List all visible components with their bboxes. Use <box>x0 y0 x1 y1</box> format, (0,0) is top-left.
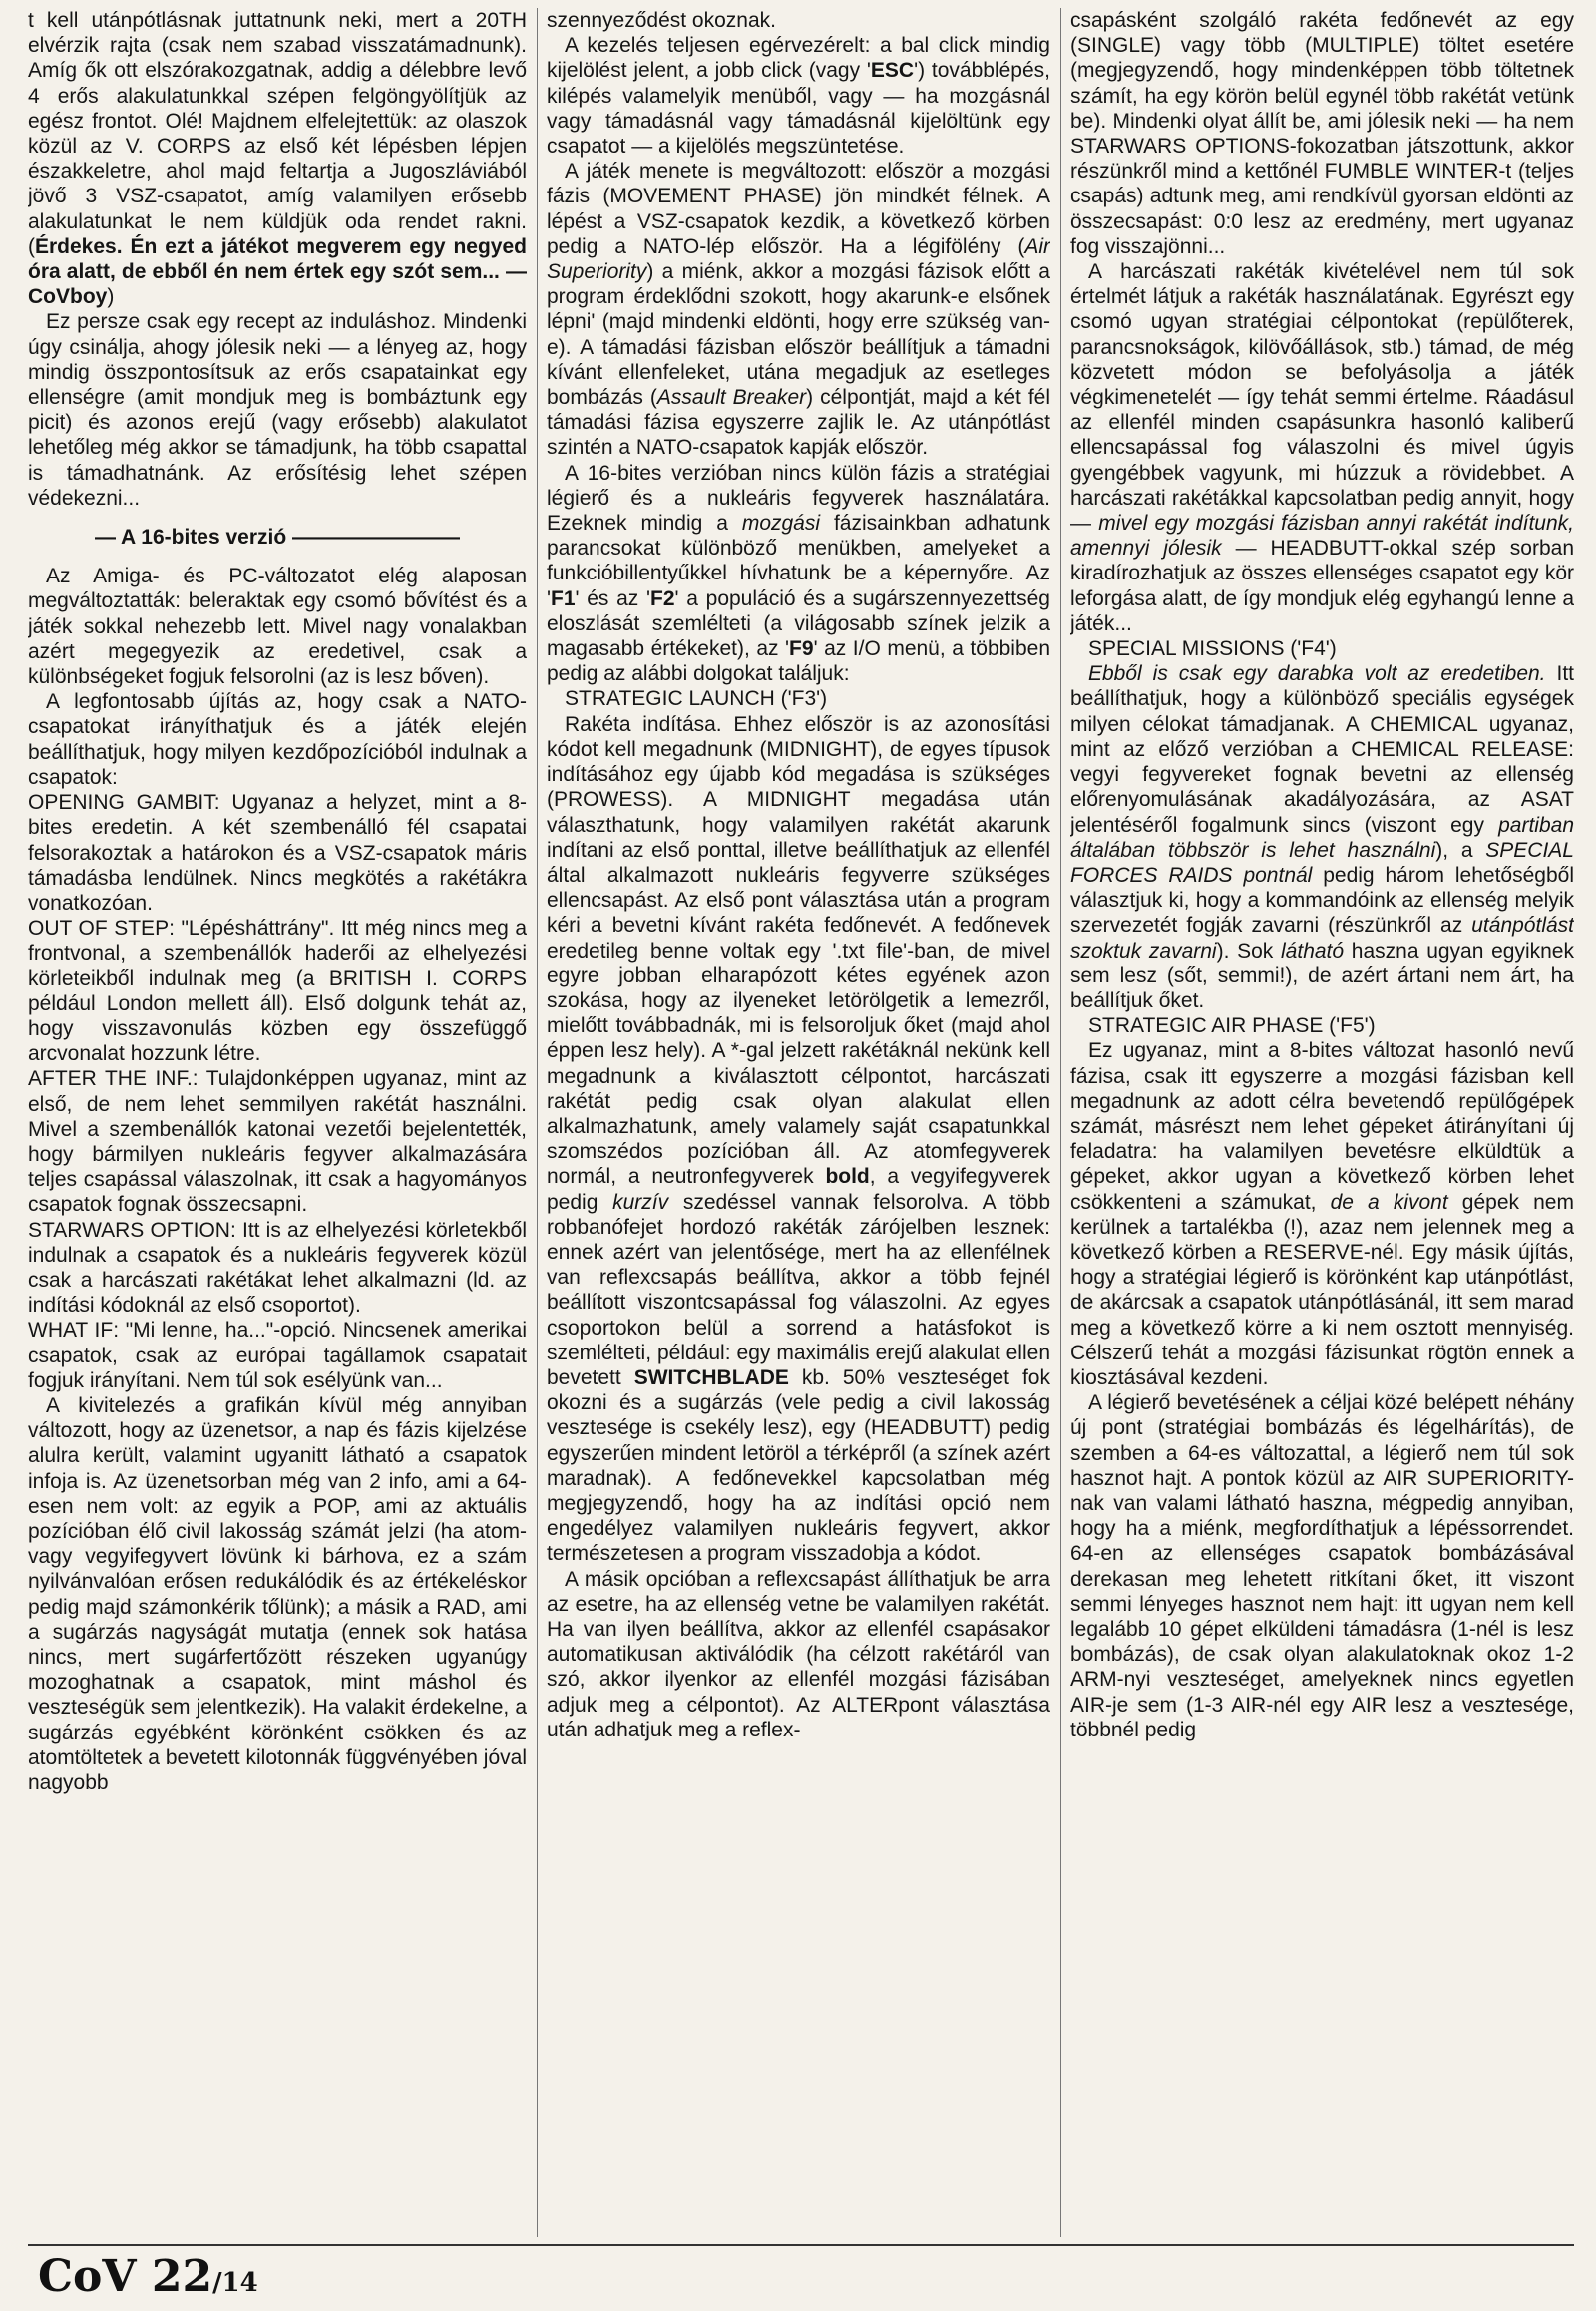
paragraph: A kivitelezés a grafikán kívül még annyiban változott, hogy az üzenetsor, a nap és fázis kijelzése alulra került, valamint ugyanitt látható a csapatok infoja is. Az üzenetsorban még van 2 info, ami a 64-esen nem volt: az egyik a POP, ami az aktuális pozícióban élő civil lakosság számát jelzi (ha atom- vagy vegyifegyvert lövünk ki bárhova, ez a szám nyilvánvalóan erősen redukálódik és az értékeléskor pedig majd számonkérik tőlünk); a másik a RAD, ami a sugárzás nagyságát mutatja (ennek sok hatása nincs, mert sugárfertőzött részeken ugyanúgy mozoghatnak a csapatok, mint máshol és veszteségük sem jelentkezik). Ha valakit érdekelne, a sugárzás egyébként körönként csökken és az atomtöltetek a bevetett kilotonnák függvényében jóval nagyobb <box>28 1393 527 1795</box>
paragraph: A legfontosabb újítás az, hogy csak a NATO-csapatokat irányíthatjuk és a játék elején beállíthatjuk, hogy milyen kezdőpozícióból indulnak a csapatok: <box>28 690 527 789</box>
paragraph: OUT OF STEP: "Lépésháttrány". Itt még nincs meg a frontvonal, a szembenállók haderői az elhelyezési körleteikből indulnak meg (a BRITISH I. CORPS például London mellett áll). Első dolgunk tehát az, hogy visszavonulás közben egy összefüggő arcvonalat hozzunk létre. <box>28 917 527 1066</box>
page-number: /14 <box>212 2268 258 2298</box>
paragraph: Ez ugyanaz, mint a 8-bites változat hasonló nevű fázisa, csak itt egyszerre a mozgási fázisban kell megadnunk az adott célra bevetendő repülőgépek számát, másrészt nem lehet gépeket átirányítani új feladatra: ha valamilyen bevetésre elküldtük a gépeket, akkor ugyan a következő körben lehet csökkenteni a számukat, de a kivont gépek nem kerülnek a tartalékba (!), azaz nem jelennek meg a következő körben a RESERVE-nél. Egy másik újítás, hogy a stratégiai légierő is körönként kap utánpótlást, de akárcsak a csapatok utánpótlásánál, itt sem marad meg a következő körre a ki nem osztott mennyiség. Célszerű tehát a mozgási fázisunkat rögtön ennek a kiosztásával kezdeni. <box>1070 1039 1574 1389</box>
paragraph: szennyeződést okoznak. <box>547 9 776 32</box>
subheading: SPECIAL MISSIONS ('F4') <box>1088 637 1337 661</box>
paragraph: A másik opcióban a reflexcsapást állíthatjuk be arra az esetre, ha az ellenség vetne be valamilyen rakétát. Ha van ilyen beállítva, akkor az ellenfél csapásakor automatikusan aktiválódik (ha célzott rakétáról van szó, akkor ilyenkor az ellenfél mozgási fázisában adjuk meg a célpontot). Az ALTERpont választása után adhatjuk meg a reflex- <box>547 1567 1050 1741</box>
subheading: STRATEGIC LAUNCH ('F3') <box>565 687 828 711</box>
paragraph: Ez persze csak egy recept az induláshoz. Mindenki úgy csinálja, ahogy jólesik neki — a lényeg az, hogy mindig összpontosítsuk az erős csapatainkat egy ellenségre (amit mondjuk meg is bombáztunk egy picit) és azonos erejű (vagy erősebb) alakulatot lehetőleg még akkor se támadjunk, ha több csapattal is támadhatnánk. Az erősítésig lehet szépen védekezni... <box>28 310 527 510</box>
paragraph: STARWARS OPTION: Itt is az elhelyezési körletekből indulnak a csapatok és a nukleáris fegyverek közül csak a harcászati rakétákat lehet alkalmazni (ld. az indítási kódoknál az első csoportot). <box>28 1218 527 1318</box>
paragraph: Az Amiga- és PC-változatot elég alaposan megváltoztatták: beleraktak egy csomó bővítést és a játék sokkal nehezebb lett. Mivel nagy vonalakban azért megegyezik az eredetivel, csak a különbségeket fogjuk felsorolni (az is lesz bőven). <box>28 565 527 689</box>
paragraph: A légierő bevetésének a céljai közé belépett néhány új pont (stratégiai bombázás és légelhárítás), de szemben a 64-es változattal, a légierő nem túl sok hasznot hajt. A pontok közül az AIR SUPERIORITY-nak van valami látható haszna, mégpedig annyiban, hogy ha a miénk, megfordíthatjuk a lépéssorrendet. 64-en az ellenséges csapatok bombázásával derekasan meg lehetett ritkítani őket, itt viszont semmi lényeges hasznot nem hajt: itt ugyan nem kell legalább 10 gépet elküldeni támadásra (1-nél is lesz bombázás), de csak olyan alakulatoknak okoz 1-2 ARM-nyi veszteséget, amelyeknek nincs egyetlen AIR-je sem (1-3 AIR-nél egy AIR lesz a vesztesége, többnél pedig <box>1070 1391 1574 1741</box>
paragraph: A kezelés teljesen egérvezérelt: a bal click mindig kijelölést jelent, a jobb click (vagy 'ESC') továbblépés, kilépés valamelyik menüből, vagy — ha mozgásnál vagy támadásnál vagy támadásnál kijelöltünk egy csapatot — a kijelölés megszüntetése. <box>547 34 1050 159</box>
column-rule-right <box>1060 8 1061 2237</box>
paragraph: WHAT IF: "Mi lenne, ha..."-opció. Nincsenek amerikai csapatok, csak az európai tagállamok csapatait fogjuk irányítani. Nem túl sok esélyünk van... <box>28 1319 527 1392</box>
paragraph: t kell utánpótlásnak juttatnunk neki, mert a 20TH elvérzik rajta (csak nem szabad visszatámadnunk). Amíg ők ott elszórakozgatnak, addig a délebbre levő 4 erős alakulatunkkal szépen felgöngyölítjük az egész frontot. Olé! Majdnem elfelejtettük: az olaszok közül az V. CORPS az első két lépésben lépjen északkeletre, ahol majd feltartja a Jugoszláviából jövő 3 VSZ-csapatot, amíg valamilyen erősebb alakulatunkat le nem küldjük oda rendet rakni. (Érdekes. Én ezt a játékot megverem egy negyed óra alatt, de ebből én nem értek egy szót sem... — CoVboy) <box>28 9 527 309</box>
paragraph: csapásként szolgáló rakéta fedőnevét az egy (SINGLE) vagy több (MULTIPLE) töltet esetére (megjegyzendő, hogy mindenképpen több töltetnek számít, ha egy körön belül egynél több rakétát vetünk be). Mindenki olyat állít be, ami jólesik neki — ha nem STARWARS OPTIONS-fokozatban játszottunk, akkor részünkről mind a kettőnél FUMBLE WINTER-t (teljes csapás) adtunk meg, ami rendkívül gyorsan eldönti az összecsapást: 0:0 lesz az eredmény, mert ugyanaz fog visszajönni... <box>1070 9 1574 258</box>
paragraph: A 16-bites verzióban nincs külön fázis a stratégiai légierő és a nukleáris fegyverek használatára. Ezeknek mindig a mozgási fázisainkban adhatunk parancsokat különböző menükben, amelyeket a funkcióbillentyűkkel hívhatunk be a képernyőre. Az 'F1' és az 'F2' a populáció és a sugárszennyezettség eloszlását szemlélteti (a világosabb színek jelzik a magasabb értékeket), az 'F9' az I/O menü, a többiben pedig az alábbi dolgokat találjuk: <box>547 461 1050 686</box>
page-footer <box>38 2252 258 2308</box>
paragraph: OPENING GAMBIT: Ugyanaz a helyzet, mint a 8-bites eredetin. A két szembenálló fél csapatai felsorakoztak a határokon és a VSZ-csapatok máris támadásba lendülnek. Nincs megkötés a rakétákra vonatkozóan. <box>28 791 527 915</box>
column-rule-left <box>537 8 538 2237</box>
paragraph: AFTER THE INF.: Tulajdonképpen ugyanaz, mint az első, de nem lehet semmilyen rakétát használni. Mivel a szembenállók katonai vezetői bejelentették, hogy bármilyen nukleáris fegyver alkalmazására teljes csapással válaszolnak, itt csak a hagyományos csapatok fognak összecsapni. <box>28 1067 527 1217</box>
paragraph: Rakéta indítása. Ehhez először is az azonosítási kódot kell megadnunk (MIDNIGHT), de egyes típusok indításához egy újabb kód megadása is szükséges (PROWESS). A MIDNIGHT megadása után választhatunk, hogy valamilyen rakétát akarunk indítani az első ponttal, illetve beállíthatjuk az ellenfél által alkalmazott nukleáris fegyverre szükséges ellencsapást. Az első pont választása után a program kéri a bevetni kívánt rakéta fedőnevét. A fedőnevek eredetileg benne voltak egy '.txt file'-ban, de mivel egyre jobban elharapózott kétes egyének azon szokása, hogy az ilyeneket letörölgetik a lemezről, mielőtt továbbadnák, mi is felsoroljuk őket (majd ahol éppen lesz hely). A *-gal jelzett rakétáknál nekünk kell megadnunk a kiválasztott célpontot, harcászati rakétát pedig csak olyan alakulat ellen alkalmazhatunk, amely valamely saját csapatunkkal szomszédos pozícióban áll. Az atomfegyverek normál, a neutronfegyverek bold, a vegyifegyverek pedig kurzív szedéssel vannak felsorolva. A több robbanófejet hordozó rakéták zárójelben lesznek: ennek azért van jelentősége, mert ha az ellenfélnek van reflexcsapás beállítva, akkor a több fejnél beállított viszontcsapással fog válaszolni. Az egyes csoportokon belül a sorrend a hatásfokot is szemlélteti, például: egy maximális erejű alakulat ellen bevetett SWITCHBLADE kb. 50% veszteséget fok okozni és a sugárzás (vele pedig a civil lakosság vesztesége is csekély lesz), egy (HEADBUTT) pedig egyszerűen mindent letöröl a térképről (a színek azért maradnak). A fedőnevekkel kapcsolatban még megjegyzendő, hogy ha az indítási opció nem engedélyez valamilyen nukleáris fegyvert, akkor természetesen a program visszadobja a kódot. <box>547 712 1050 1566</box>
paragraph: Ebből is csak egy darabka volt az eredetiben. Itt beállíthatjuk, hogy a különböző speciális egységek milyen célokat támadjanak. A CHEMICAL ugyanaz, mint az előző verzióban a CHEMICAL RELEASE: vegyi fegyvereket fognak bevetni az ellenség előrenyomulásának akadályozására, az ASAT jelentéséről fogalmunk sincs (viszont egy partiban általában többször is lehet használni), a SPECIAL FORCES RAIDS pontnál pedig három lehetőségből választjuk ki, hogy a kommandóink az ellenség melyik szervezetét fogják zavarni (részünkről az utánpótlást szoktuk zavarni). Sok látható haszna ugyan egyiknek sem lesz (sőt, semmi!), de azért ártani nem árt, ha beállítjuk őket. <box>1070 662 1574 1012</box>
paragraph: A játék menete is megváltozott: először a mozgási fázis (MOVEMENT PHASE) jön mindkét félnek. A lépést a VSZ-csapatok kezdik, a következő körben pedig a NATO-lép először. Ha a légifölény (Air Superiority) a miénk, akkor a mozgási fázisok előtt a program érdeklődni szokott, hogy akarunk-e elsőnek lépni' (majd mindenki eldönti, hogy erre szükség van-e). A támadási fázisban először beállítjuk a támadni kívánt ellenfeleket, utána megadjuk az esetleges bombázás (Assault Breaker) célpontját, majd a két fél támadási fázisa egyszerre zajlik le. Az utánpótlást szintén a NATO-csapatok kapják először. <box>547 160 1050 460</box>
section-heading: — A 16-bites verzió ———————— <box>94 526 460 550</box>
magazine-title: CoV 22 <box>38 2251 213 2302</box>
text-column-3 <box>1070 8 1574 2237</box>
paragraph: A harcászati rakéták kivételével nem túl sok értelmét látjuk a rakéták használatának. Egyrészt egy csomó ugyan stratégiai célpontokat (repülőterek, parancsnokságok, kilövőállások, stb.) támad, de még közvetett módon se befolyásolja a játék végkimenetelét — így tehát semmi értelme. Ráadásul az ellenfél minden csapásunkra hasonló kaliberű ellencsapással fog válaszolni és mivel úgyis gyengébbek vagyunk, mi húzzuk a rövidebbet. A harcászati rakétákkal kapcsolatban pedig annyit, hogy — mivel egy mozgási fázisban annyi rakétát indítunk, amennyi jólesik — HEADBUTT-okkal szép sorban kiradírozhatjuk az összes ellenséges csapatot egy kör leforgása alatt, de így mondjuk elég egyhangú lenne a játék... <box>1070 260 1574 635</box>
text-column-2 <box>547 8 1050 2237</box>
editor-comment: Érdekes. Én ezt a játékot megverem egy negyed óra alatt, de ebből én nem értek egy szót sem... — CoVboy <box>28 234 527 309</box>
footer-rule <box>28 2244 1574 2246</box>
subheading: STRATEGIC AIR PHASE ('F5') <box>1088 1014 1376 1038</box>
text-column-1 <box>28 8 527 2237</box>
